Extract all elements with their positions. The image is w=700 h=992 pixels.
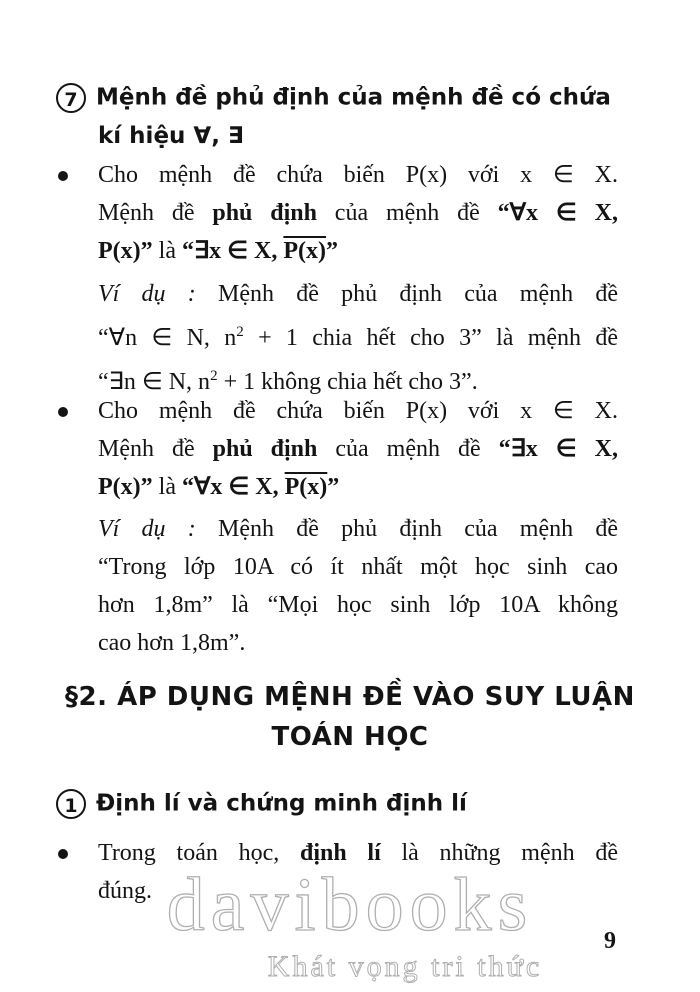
bold-formula: P(x)” [98,238,153,264]
text-run: + 1 chia hết cho 3” là mệnh đề [243,325,618,351]
page-number: 9 [604,928,616,954]
bold-formula: “∃x ∈ X, [181,238,284,264]
text-run: của mệnh đề [317,436,499,462]
paragraph-line [98,313,618,357]
bold-term: phủ định [212,200,317,226]
text-run: Mệnh đề [98,200,213,226]
bullet-dot [58,407,68,417]
section-7-heading-line2: kí hiệu ∀, ∃ [98,122,244,149]
circled-number-1: 1 [56,789,86,819]
paragraph-line: đúng. [98,878,152,904]
text-run: của mệnh đề [316,200,498,226]
bold-term: phủ định [212,436,318,462]
example-label: Ví dụ : [98,281,196,307]
superscript: 2 [210,368,218,384]
bold-formula: ” [326,238,339,264]
text-run: Trong toán học, [98,840,300,866]
negated-predicate: P(x) [283,238,327,264]
paragraph-line [98,194,618,232]
bold-formula: ” [327,474,340,500]
bullet-dot [58,171,68,181]
example-1-paragraph [98,275,618,401]
paragraph-line: cao hơn 1,8m”. [98,630,246,656]
paragraph-line [98,275,618,313]
watermark-logo-text: davibooks [166,863,534,947]
bullet-1-paragraph [98,156,618,270]
section-2-title-line2: TOÁN HỌC [271,722,429,752]
example-2-paragraph [98,510,618,662]
circled-number-7: 7 [56,83,86,113]
paragraph-line [98,468,618,506]
text-run: “∃n ∈ N, n [98,369,211,395]
section-7-heading [56,78,640,155]
subsection-1-heading [56,784,640,823]
watermark-slogan: Khát vọng tri thức [267,950,543,983]
section-7-heading-line1: Mệnh đề phủ định của mệnh đề có chứa [96,84,611,111]
negated-predicate: P(x) [284,474,328,500]
text-run: Mệnh đề phủ định của mệnh đề [218,281,619,307]
text-run: là [152,474,182,500]
superscript: 2 [236,324,244,340]
bullet-dot [58,849,68,859]
paragraph-line: “Trong lớp 10A có ít nhất một học sinh cao [98,554,618,580]
bold-term: định lí [299,840,381,866]
text-run: “∀n ∈ N, n [98,325,237,351]
text-run: Mệnh đề phủ định của mệnh đề [218,516,619,542]
paragraph-line: Cho mệnh đề chứa biến P(x) với x ∈ X. [98,162,618,188]
paragraph-line: Cho mệnh đề chứa biến P(x) với x ∈ X. [98,398,618,424]
example-label: Ví dụ : [98,516,196,542]
bullet-2-paragraph [98,392,618,506]
paragraph-line [98,232,618,270]
bold-formula: “∀x ∈ X, [497,200,618,226]
paragraph-line: hơn 1,8m” là “Mọi học sinh lớp 10A không [98,592,618,618]
paragraph-line [98,510,618,548]
text-run: là những mệnh đề [380,840,618,866]
paragraph-line [98,430,618,468]
section-2-title-line1: §2. ÁP DỤNG MỆNH ĐỀ VÀO SUY LUẬN [65,682,635,712]
bold-formula: “∀x ∈ X, [181,474,285,500]
text-run: là [152,238,182,264]
subsection-1-heading-text: Định lí và chứng minh định lí [96,790,467,817]
bold-formula: P(x)” [98,474,153,500]
text-run: + 1 không chia hết cho 3”. [217,369,478,395]
text-run: Mệnh đề [98,436,213,462]
bold-formula: “∃x ∈ X, [498,436,618,462]
